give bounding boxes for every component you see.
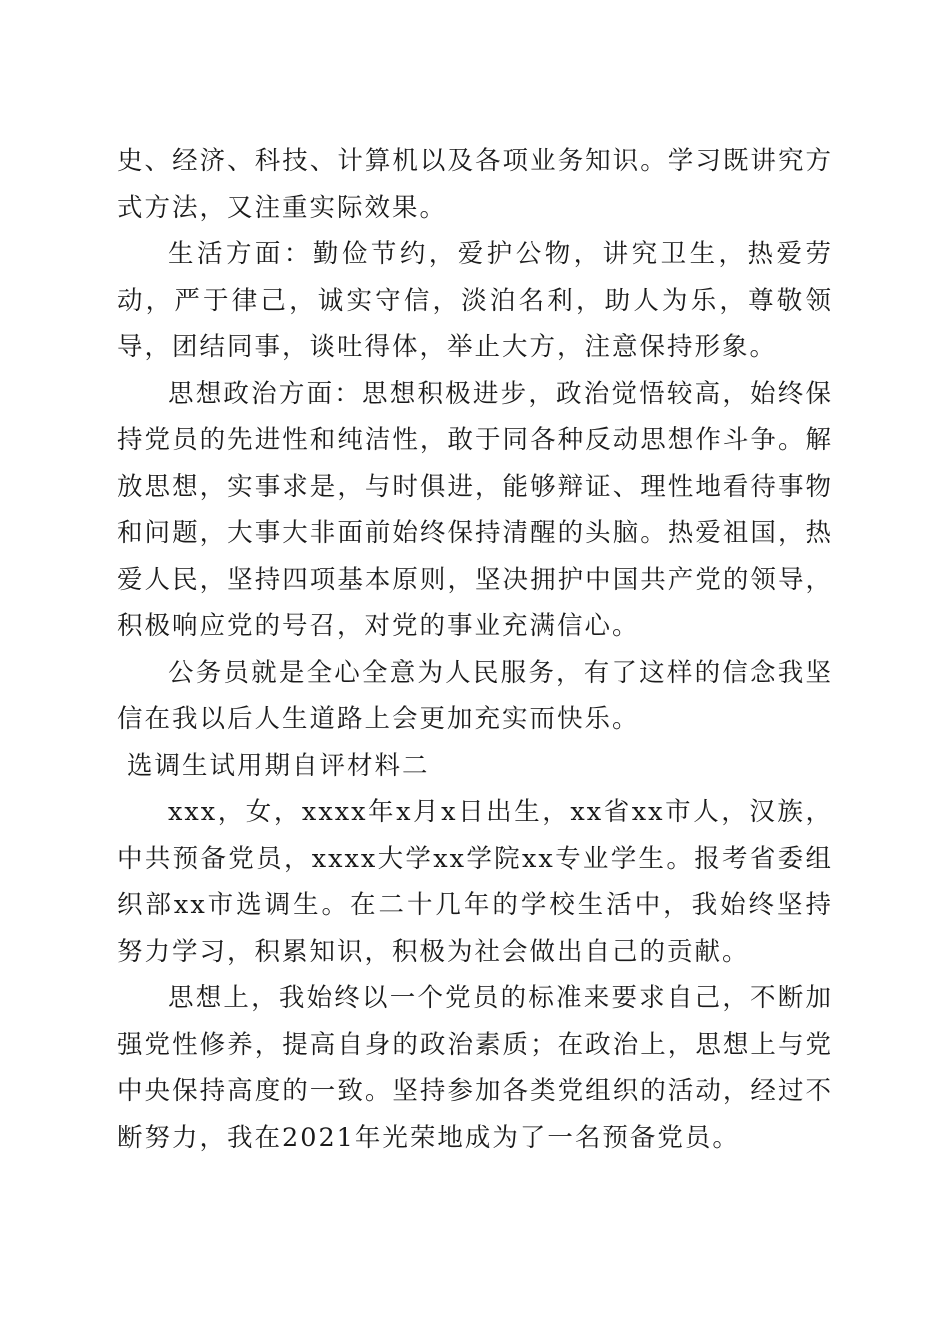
paragraph-ideology: 思想上，我始终以一个党员的标准来要求自己，不断加强党性修养，提高自身的政治素质；在政治上，思想上与党中央保持高度的一致。坚持参加各类党组织的活动，经过不断努力，我在2021年光荣地成为了一名预备党员。	[117, 983, 833, 1153]
document-body	[117, 138, 833, 1161]
paragraph-personal-info: xxx，女，xxxx年x月x日出生，xx省xx市人，汉族，中共预备党员，xxxx大学xx学院xx专业学生。报考省委组织部xx市选调生。在二十几年的学校生活中，我始终坚持努力学习，积累知识，积极为社会做出自己的贡献。	[117, 797, 833, 967]
paragraph-civil-servant: 公务员就是全心全意为人民服务，有了这样的信念我坚信在我以后人生道路上会更加充实而快乐。	[117, 657, 833, 734]
paragraph-political-thought: 思想政治方面：思想积极进步，政治觉悟较高，始终保持党员的先进性和纯洁性，敢于同各种反动思想作斗争。解放思想，实事求是，与时俱进，能够辩证、理性地看待事物和问题，大事大非面前始终保持清醒的头脑。热爱祖国，热爱人民，坚持四项基本原则，坚决拥护中国共产党的领导，积极响应党的号召，对党的事业充满信心。	[117, 378, 833, 641]
paragraph-life: 生活方面：勤俭节约，爱护公物，讲究卫生，热爱劳动，严于律己，诚实守信，淡泊名利，助人为乐，尊敬领导，团结同事，谈吐得体，举止大方，注意保持形象。	[117, 239, 833, 362]
paragraph-continued-study: 史、经济、科技、计算机以及各项业务知识。学习既讲究方式方法，又注重实际效果。	[117, 146, 833, 223]
section-title: 选调生试用期自评材料二	[127, 750, 430, 781]
